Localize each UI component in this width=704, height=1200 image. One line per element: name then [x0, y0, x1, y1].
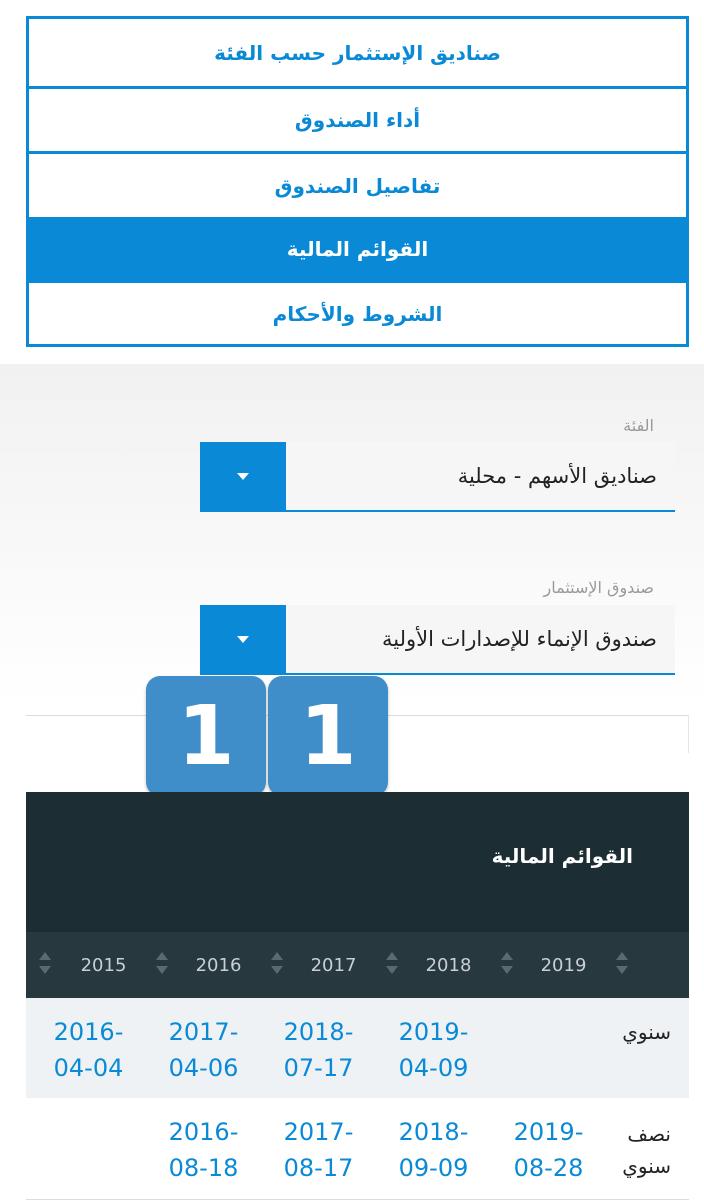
statement-date-link[interactable]	[491, 1114, 606, 1186]
statement-date-link[interactable]	[376, 1014, 491, 1086]
date-part: 2017-	[168, 1018, 239, 1046]
year-label: 2015	[80, 954, 127, 976]
date-part: 2018-	[398, 1118, 469, 1146]
number-tile: 1	[268, 676, 388, 796]
year-label: 2019	[540, 954, 587, 976]
fund-label: صندوق الإستثمار	[543, 578, 654, 597]
category-dropdown-button[interactable]	[200, 442, 286, 510]
date-part: 08-28	[513, 1154, 584, 1182]
date-part: 08-17	[283, 1154, 354, 1182]
menu-item-fund-details[interactable]: تفاصيل الصندوق	[274, 173, 441, 198]
statement-date-link[interactable]	[31, 1014, 146, 1086]
fund-dropdown-button[interactable]	[200, 605, 286, 673]
statements-title: القوائم المالية	[491, 844, 633, 868]
year-column-header[interactable]	[161, 932, 276, 998]
number-tile: 1	[146, 676, 266, 796]
date-part: 2016-	[53, 1018, 124, 1046]
date-part: 04-09	[398, 1054, 469, 1082]
statement-date-link[interactable]	[146, 1114, 261, 1186]
fund-select[interactable]	[200, 605, 675, 675]
category-select[interactable]	[200, 442, 675, 512]
year-label: 2017	[310, 954, 357, 976]
year-column-header[interactable]	[276, 932, 391, 998]
date-part: 2018-	[283, 1018, 354, 1046]
row-label: سنوي	[622, 1020, 671, 1044]
fund-menu	[26, 16, 689, 347]
table-row	[26, 1098, 689, 1200]
year-header-row	[26, 932, 689, 998]
table-row	[26, 998, 689, 1098]
date-part: 2017-	[283, 1118, 354, 1146]
category-label: الفئة	[623, 416, 654, 435]
fund-select-value: صندوق الإنماء للإصدارات الأولية	[381, 627, 657, 651]
year-column-header[interactable]	[46, 932, 161, 998]
menu-item-financial-statements[interactable]: القوائم المالية	[29, 217, 686, 283]
date-part: 08-18	[168, 1154, 239, 1182]
year-label: 2018	[425, 954, 472, 976]
date-part: 07-17	[283, 1054, 354, 1082]
sort-icon[interactable]	[38, 952, 52, 978]
menu-item-terms-conditions[interactable]: الشروط والأحكام	[272, 301, 443, 326]
statement-date-link[interactable]	[261, 1114, 376, 1186]
statements-header	[26, 792, 689, 932]
date-part: 2019-	[513, 1118, 584, 1146]
date-part: 04-04	[53, 1054, 124, 1082]
year-column-header[interactable]	[391, 932, 506, 998]
statement-date-link[interactable]	[261, 1014, 376, 1086]
category-select-value: صناديق الأسهم - محلية	[457, 464, 657, 488]
statement-date-link[interactable]	[376, 1114, 491, 1186]
sort-icon[interactable]	[615, 952, 629, 978]
date-part: 04-06	[168, 1054, 239, 1082]
menu-item-fund-performance[interactable]: أداء الصندوق	[29, 89, 686, 154]
year-column-header[interactable]	[506, 932, 621, 998]
date-part: 2019-	[398, 1018, 469, 1046]
caret-down-icon	[237, 473, 249, 480]
row-label: نصف سنوي	[622, 1122, 671, 1178]
date-part: 2016-	[168, 1118, 239, 1146]
caret-down-icon	[237, 636, 249, 643]
year-label: 2016	[195, 954, 242, 976]
date-part: 09-09	[398, 1154, 469, 1182]
statement-date-link[interactable]	[146, 1014, 261, 1086]
menu-item-funds-by-category[interactable]: صناديق الإستثمار حسب الفئة	[29, 19, 686, 89]
